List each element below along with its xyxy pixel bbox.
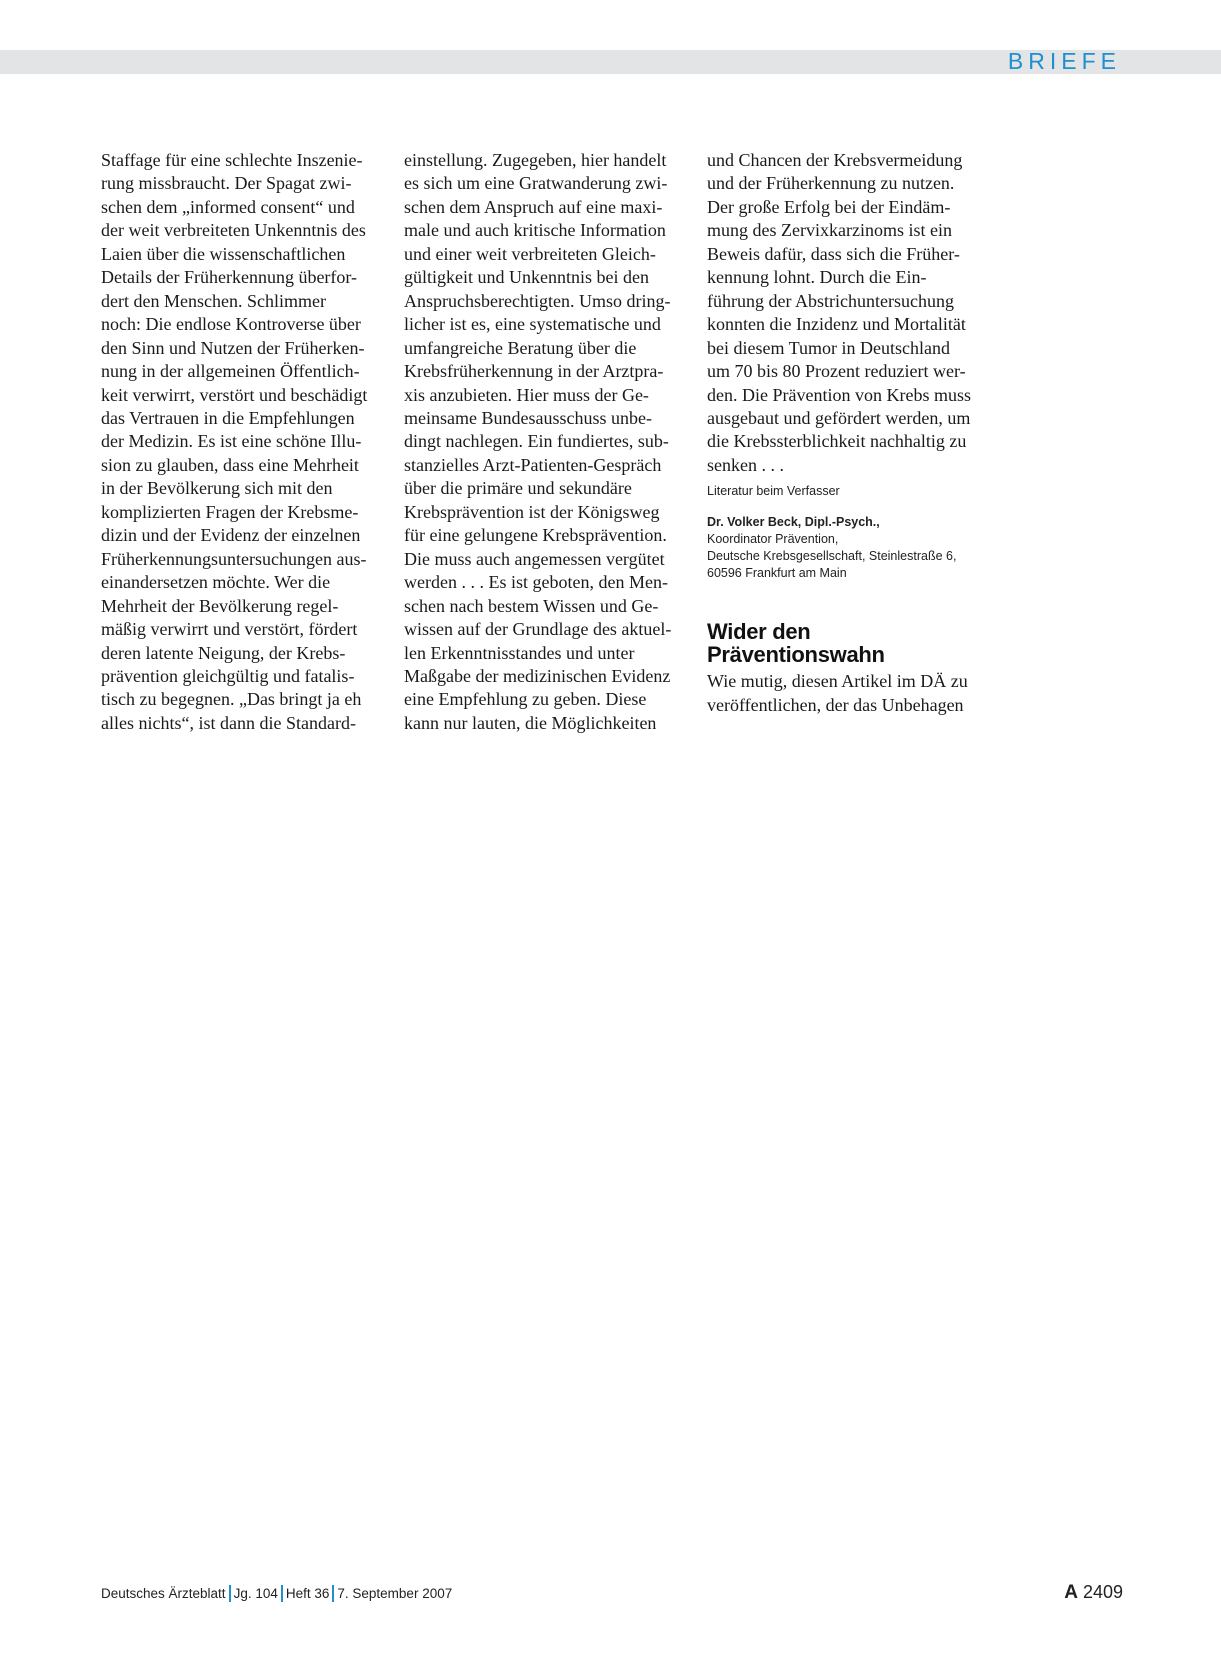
- text-line: licher ist es, eine systematische und: [404, 314, 661, 335]
- author-name: Dr. Volker Beck, Dipl.-Psych.,: [707, 515, 880, 530]
- text-line: dizin und der Evidenz der einzelnen: [101, 525, 361, 546]
- text-line: deren latente Neigung, der Krebs-: [101, 642, 346, 663]
- text-line: dingt nachlegen. Ein fundiertes, sub-: [404, 431, 669, 452]
- author-city: 60596 Frankfurt am Main: [707, 566, 847, 581]
- text-column-1: [101, 149, 393, 735]
- heading-line: Präventionswahn: [707, 642, 885, 668]
- text-line: und der Früherkennung zu nutzen.: [707, 173, 955, 194]
- text-line: gültigkeit und Unkenntnis bei den: [404, 267, 649, 288]
- text-line: führung der Abstrichuntersuchung: [707, 290, 954, 311]
- text-line: um 70 bis 80 Prozent reduziert wer-: [707, 361, 966, 382]
- text-line: noch: Die endlose Kontroverse über: [101, 314, 361, 335]
- text-line: Krebsfrüherkennung in der Arztpra-: [404, 361, 664, 382]
- text-line: eine Empfehlung zu geben. Diese: [404, 689, 647, 710]
- text-line: prävention gleichgültig und fatalis-: [101, 665, 355, 686]
- text-line: Die muss auch angemessen vergütet: [404, 548, 665, 569]
- text-line: für eine gelungene Krebsprävention.: [404, 525, 667, 546]
- footer-volume: Jg. 104: [233, 1586, 278, 1601]
- text-line: und Chancen der Krebsvermeidung: [707, 150, 963, 170]
- text-line: Beweis dafür, dass sich die Früher-: [707, 243, 960, 264]
- author-organization: Deutsche Krebsgesellschaft, Steinlestraße 6,: [707, 549, 957, 564]
- text-line: über die primäre und sekundäre: [404, 478, 632, 499]
- literature-note: Literatur beim Verfasser: [707, 484, 840, 499]
- author-signature: [707, 514, 999, 582]
- text-line: umfangreiche Beratung über die: [404, 337, 637, 358]
- page-number: [1064, 1580, 1123, 1605]
- text-line: xis anzubieten. Hier muss der Ge-: [404, 384, 649, 405]
- footer-citation: [101, 1585, 452, 1603]
- footer-date: 7. September 2007: [337, 1586, 453, 1601]
- text-line: der Medizin. Es ist eine schöne Illu-: [101, 431, 362, 452]
- text-line: mung des Zervixkarzinoms ist ein: [707, 220, 952, 241]
- text-line: alles nichts“, ist dann die Standard-: [101, 712, 356, 733]
- text-line: senken . . .: [707, 454, 784, 475]
- text-line: sion zu glauben, dass eine Mehrheit: [101, 454, 359, 475]
- text-line: und einer weit verbreiteten Gleich-: [404, 243, 656, 264]
- text-line: schen dem Anspruch auf eine maxi-: [404, 196, 663, 217]
- text-line: in der Bevölkerung sich mit den: [101, 478, 333, 499]
- letter-heading: [707, 620, 999, 666]
- text-line: Staffage für eine schlechte Inszenie-: [101, 150, 363, 170]
- text-line: tisch zu begegnen. „Das bringt ja eh: [101, 689, 362, 710]
- text-line: veröffentlichen, der das Unbehagen: [707, 694, 964, 715]
- text-line: schen dem „informed consent“ und: [101, 196, 355, 217]
- footer-separator: [229, 1585, 231, 1602]
- text-line: keit verwirrt, verstört und beschädigt: [101, 384, 368, 405]
- footer-separator: [281, 1585, 283, 1602]
- section-label: BRIEFE: [1007, 48, 1121, 74]
- text-line: bei diesem Tumor in Deutschland: [707, 337, 950, 358]
- text-line: konnten die Inzidenz und Mortalität: [707, 314, 966, 335]
- footer-issue: Heft 36: [285, 1586, 330, 1601]
- text-line: Laien über die wissenschaftlichen: [101, 243, 346, 264]
- text-line: der weit verbreiteten Unkenntnis des: [101, 220, 366, 241]
- page-letter: A: [1064, 1582, 1078, 1603]
- text-column-3: [707, 149, 999, 717]
- text-line: Krebsprävention ist der Königsweg: [404, 501, 660, 522]
- text-line: kennung lohnt. Durch die Ein-: [707, 267, 927, 288]
- letter-body: [707, 670, 999, 717]
- footer-separator: [332, 1585, 334, 1602]
- text-line: die Krebssterblichkeit nachhaltig zu: [707, 431, 967, 452]
- text-line: es sich um eine Gratwanderung zwi-: [404, 173, 668, 194]
- text-line: den. Die Prävention von Krebs muss: [707, 384, 971, 405]
- text-line: Details der Früherkennung überfor-: [101, 267, 358, 288]
- text-line: meinsame Bundesausschuss unbe-: [404, 407, 652, 428]
- text-line: einandersetzen möchte. Wer die: [101, 572, 331, 593]
- footer-journal: Deutsches Ärzteblatt: [101, 1586, 226, 1601]
- text-line: len Erkenntnisstandes und unter: [404, 642, 635, 663]
- page-number-value: 2409: [1082, 1582, 1123, 1602]
- text-line: ausgebaut und gefördert werden, um: [707, 407, 971, 428]
- heading-line: Wider den: [707, 619, 811, 645]
- text-line: komplizierten Fragen der Krebsme-: [101, 501, 359, 522]
- text-line: schen nach bestem Wissen und Ge-: [404, 595, 659, 616]
- text-line: Anspruchsberechtigten. Umso dring-: [404, 290, 671, 311]
- text-line: werden . . . Es ist geboten, den Men-: [404, 572, 668, 593]
- text-line: nung in der allgemeinen Öffentlich-: [101, 361, 360, 382]
- author-role: Koordinator Prävention,: [707, 532, 839, 547]
- text-line: wissen auf der Grundlage des aktuel-: [404, 619, 672, 640]
- text-column-2: [404, 149, 696, 735]
- text-line: kann nur lauten, die Möglichkeiten: [404, 712, 657, 733]
- text-line: Wie mutig, diesen Artikel im DÄ zu: [707, 671, 968, 692]
- text-line: einstellung. Zugegeben, hier handelt: [404, 150, 667, 170]
- text-line: dert den Menschen. Schlimmer: [101, 290, 326, 311]
- text-line: stanzielles Arzt-Patienten-Gespräch: [404, 454, 662, 475]
- text-line: Maßgabe der medizinischen Evidenz: [404, 665, 671, 686]
- text-line: rung missbraucht. Der Spagat zwi-: [101, 173, 352, 194]
- text-line: mäßig verwirrt und verstört, fördert: [101, 619, 358, 640]
- text-line: das Vertrauen in die Empfehlungen: [101, 407, 355, 428]
- text-line: Mehrheit der Bevölkerung regel-: [101, 595, 339, 616]
- text-line: den Sinn und Nutzen der Früherken-: [101, 337, 365, 358]
- text-line: male und auch kritische Information: [404, 220, 666, 241]
- text-line: Der große Erfolg bei der Eindäm-: [707, 196, 951, 217]
- text-line: Früherkennungsuntersuchungen aus-: [101, 548, 367, 569]
